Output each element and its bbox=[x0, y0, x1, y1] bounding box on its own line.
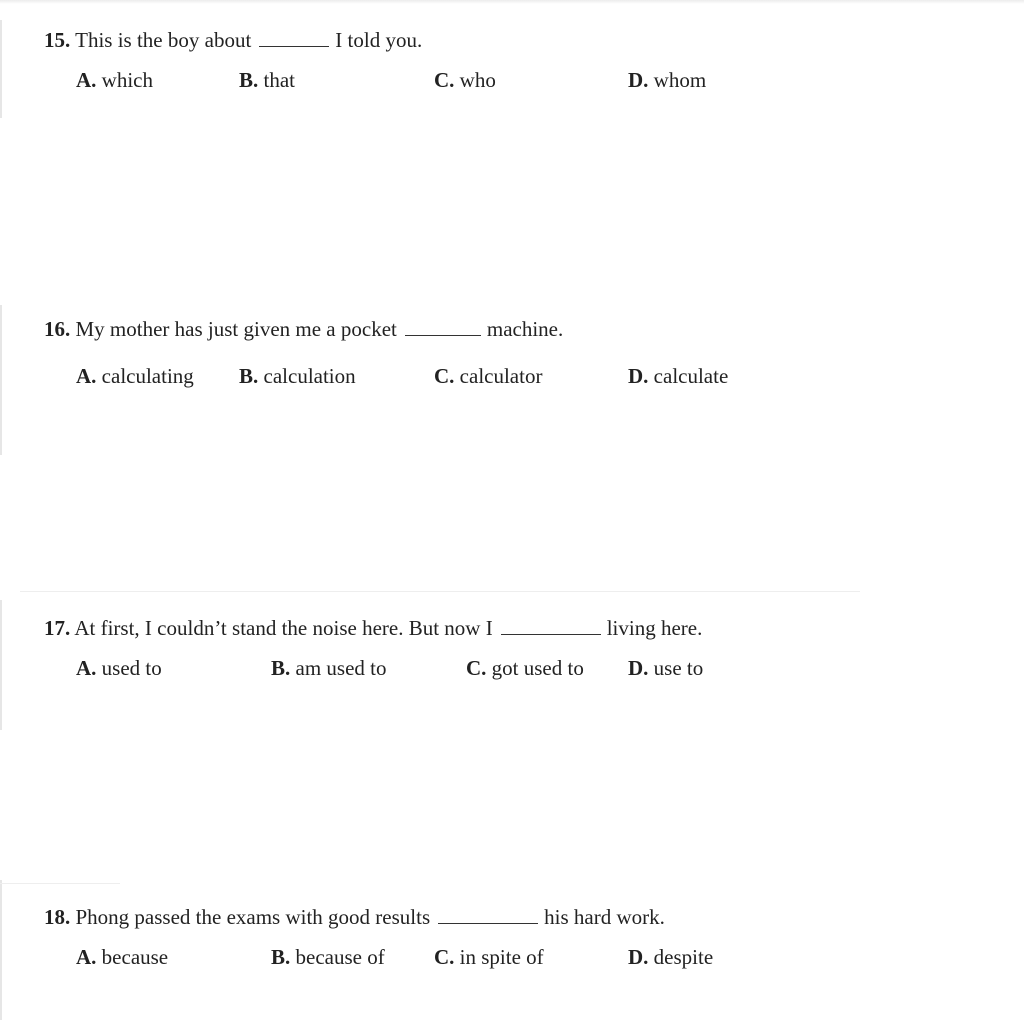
left-edge-line bbox=[0, 305, 2, 455]
option-b: B. that bbox=[239, 68, 296, 92]
stem-text: This is the boy about bbox=[75, 28, 252, 52]
stem-text: Phong passed the exams with good results bbox=[75, 905, 431, 929]
left-edge-line bbox=[0, 20, 2, 118]
option-c: C. got used to bbox=[466, 656, 584, 680]
option-d: D. use to bbox=[628, 656, 704, 680]
option-d: D. calculate bbox=[628, 364, 729, 388]
left-edge-line bbox=[0, 600, 2, 730]
option-d: D. despite bbox=[628, 945, 714, 969]
option-b: B. because of bbox=[271, 945, 385, 969]
stem-text: his hard work. bbox=[544, 905, 665, 929]
option-c: C. calculator bbox=[434, 364, 543, 388]
option-a: A. used to bbox=[76, 656, 162, 680]
divider-line bbox=[20, 591, 860, 592]
answer-blank bbox=[438, 906, 538, 924]
option-a: A. calculating bbox=[76, 364, 194, 388]
answer-blank bbox=[501, 617, 601, 635]
stem-text: At first, I couldn’t stand the noise here. But now I bbox=[74, 616, 493, 640]
question-number: 15 bbox=[44, 28, 65, 52]
top-edge-shadow bbox=[0, 0, 1024, 4]
stem-text: I told you. bbox=[335, 28, 423, 52]
option-c: C. who bbox=[434, 68, 496, 92]
stem-text: My mother has just given me a pocket bbox=[75, 317, 397, 341]
question-stem: 16. My mother has just given me a pocket machine. bbox=[44, 317, 564, 341]
stem-text: living here. bbox=[606, 616, 703, 640]
question-stem: 17. At first, I couldn’t stand the noise here. But now I living here. bbox=[44, 616, 703, 640]
left-edge-line bbox=[0, 880, 2, 1020]
answer-blank bbox=[405, 318, 481, 336]
option-b: B. am used to bbox=[271, 656, 387, 680]
question-number: 18 bbox=[44, 905, 65, 929]
stem-text: machine. bbox=[486, 317, 564, 341]
question-stem: 15. This is the boy about I told you. bbox=[44, 28, 423, 52]
divider-line bbox=[0, 883, 120, 884]
option-a: A. because bbox=[76, 945, 169, 969]
option-a: A. which bbox=[76, 68, 153, 92]
option-d: D. whom bbox=[628, 68, 707, 92]
question-number: 16 bbox=[44, 317, 65, 341]
question-stem: 18. Phong passed the exams with good results his hard work. bbox=[44, 905, 665, 929]
option-b: B. calculation bbox=[239, 364, 356, 388]
question-number: 17 bbox=[44, 616, 65, 640]
answer-blank bbox=[259, 29, 329, 47]
option-c: C. in spite of bbox=[434, 945, 544, 969]
